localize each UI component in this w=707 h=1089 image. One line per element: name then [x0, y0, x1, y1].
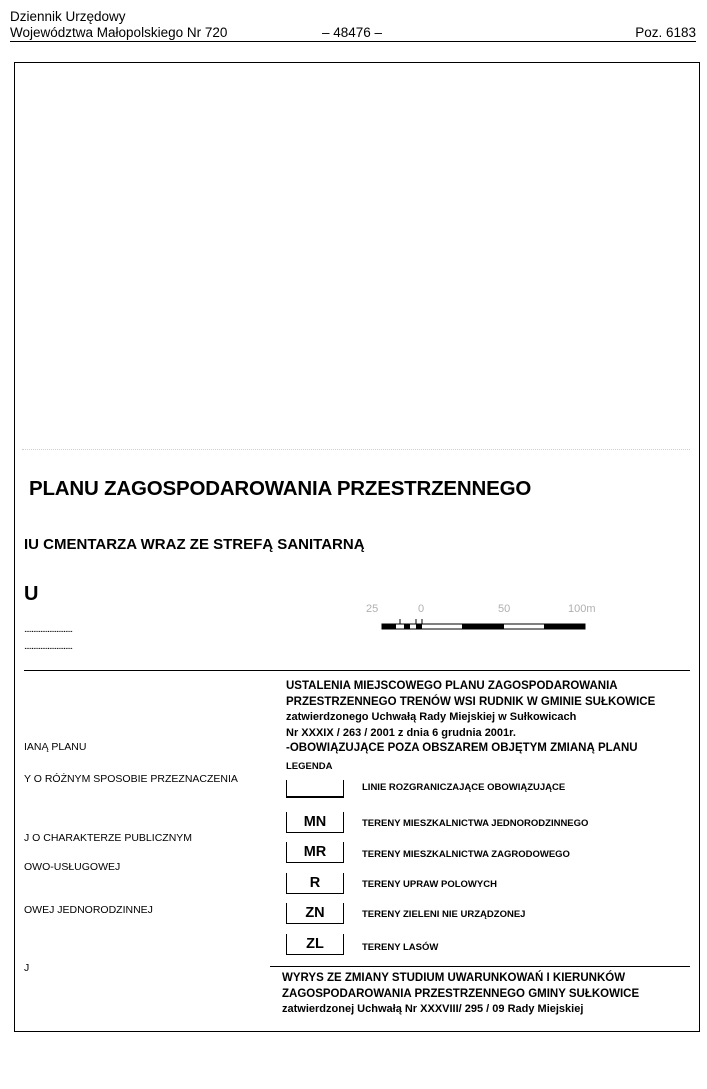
legend-heading: LEGENDA [286, 761, 333, 772]
page-number: – 48476 – [322, 25, 383, 40]
left-legend-item: OWO-USŁUGOWEJ [24, 861, 121, 873]
wyrys-line-3: zatwierdzonej Uchwałą Nr XXXVIII/ 295 / 09 Rady Miejskiej [282, 1003, 584, 1015]
map-title-letter: U [24, 583, 39, 605]
ustalenia-line-1: USTALENIA MIEJSCOWEGO PLANU ZAGOSPODAROWANIA [286, 680, 618, 692]
journal-title: Dziennik Urzędowy [10, 9, 126, 24]
left-legend-item: Y O RÓŻNYM SPOSOBIE PRZEZNACZENIA [24, 773, 238, 785]
legend-divider [24, 670, 690, 671]
legend-symbol-zl: ZL [286, 934, 344, 955]
scale-bar [360, 600, 620, 640]
left-legend-item: OWEJ JEDNORODZINNEJ [24, 904, 153, 916]
signature-dots-2: ........................... [24, 641, 73, 652]
legend-description: TERENY UPRAW POLOWYCH [362, 879, 497, 890]
scale-label-100m: 100m [568, 603, 596, 615]
legend-symbol-r: R [286, 873, 344, 894]
scale-label-0: 0 [418, 603, 425, 615]
boundary-line-symbol [286, 780, 344, 798]
ustalenia-line-4: Nr XXXIX / 263 / 2001 z dnia 6 grudnia 2001r. [286, 726, 516, 739]
position-number: Poz. 6183 [635, 25, 696, 40]
legend-description: TERENY MIESZKALNICTWA ZAGRODOWEGO [362, 849, 570, 860]
scale-label-25: 25 [366, 603, 379, 615]
legend-symbol-mr: MR [286, 842, 344, 863]
wyrys-block [282, 971, 639, 1018]
map-title-main: PLANU ZAGOSPODAROWANIA PRZESTRZENNEGO [29, 477, 532, 500]
wyrys-line-2: ZAGOSPODAROWANIA PRZESTRZENNEGO GMINY SUŁKOWICE [282, 987, 640, 1000]
legend-description: TERENY MIESZKALNICTWA JEDNORODZINNEGO [362, 818, 589, 829]
ustalenia-block [286, 679, 655, 757]
ustalenia-line-5: -OBOWIĄZUJĄCE POZA OBSZAREM OBJĘTYM ZMIANĄ PLANU [286, 742, 638, 754]
legend-description: TERENY LASÓW [362, 942, 439, 953]
wyrys-line-1: WYRYS ZE ZMIANY STUDIUM UWARUNKOWAŃ I KIERUNKÓW [282, 972, 626, 984]
legend-description: TERENY ZIELENI NIE URZĄDZONEJ [362, 909, 526, 920]
map-title-sub: IU CMENTARZA WRAZ ZE STREFĄ SANITARNĄ [24, 536, 365, 553]
ustalenia-line-3: zatwierdzonego Uchwałą Rady Miejskiej w Sułkowicach [286, 711, 577, 723]
wyrys-divider [270, 966, 690, 967]
faint-separator [22, 449, 690, 450]
legend-symbol-mn: MN [286, 812, 344, 833]
legend-description: LINIE ROZGRANICZAJĄCE OBOWIĄZUJĄCE [362, 782, 566, 793]
scale-label-50: 50 [498, 603, 511, 615]
left-legend-item: J O CHARAKTERZE PUBLICZNYM [24, 832, 193, 844]
left-legend-item: IANĄ PLANU [24, 741, 87, 753]
header-rule [10, 41, 696, 42]
journal-issue: Województwa Małopolskiego Nr 720 [10, 25, 228, 40]
left-legend-item: J [24, 962, 30, 974]
ustalenia-line-2: PRZESTRZENNEGO TRENÓW WSI RUDNIK W GMINIE SUŁKOWICE [286, 695, 656, 708]
signature-dots-1: ........................... [24, 624, 73, 635]
legend-symbol-zn: ZN [286, 903, 344, 924]
